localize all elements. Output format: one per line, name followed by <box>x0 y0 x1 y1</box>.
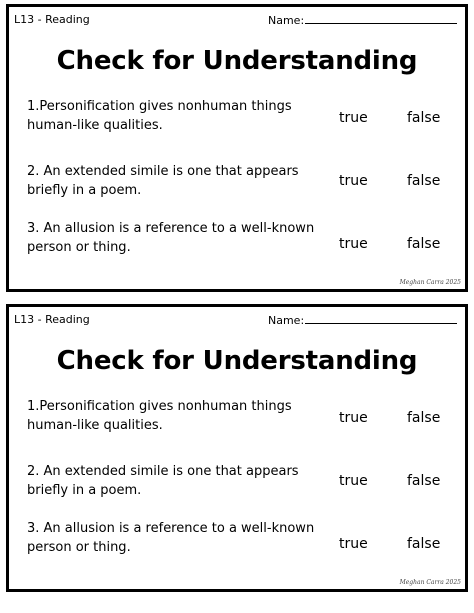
question-3-true-option[interactable]: true <box>339 236 368 252</box>
question-2-false-option[interactable]: false <box>407 173 441 189</box>
question-3-true-option[interactable]: true <box>339 536 368 552</box>
question-1-true-option[interactable]: true <box>339 110 368 126</box>
name-blank-line[interactable] <box>305 13 457 24</box>
question-2-true-option[interactable]: true <box>339 473 368 489</box>
name-field[interactable] <box>268 13 457 28</box>
lesson-label: L13 - Reading <box>14 313 90 326</box>
question-3: 3. An allusion is a reference to a well-known person or thing. <box>27 521 315 555</box>
question-2-true-option[interactable]: true <box>339 173 368 189</box>
question-3-false-option[interactable]: false <box>407 236 441 252</box>
question-2: 2. An extended simile is one that appears briefly in a poem. <box>27 164 299 198</box>
question-1-true-option[interactable]: true <box>339 410 368 426</box>
name-label: Name: <box>268 314 305 327</box>
author-credit: Meghan Carra 2025 <box>399 579 461 586</box>
question-3-false-option[interactable]: false <box>407 536 441 552</box>
question-1: 1.Personification gives nonhuman things human-like qualities. <box>27 99 292 133</box>
question-1-false-option[interactable]: false <box>407 410 441 426</box>
question-3: 3. An allusion is a reference to a well-known person or thing. <box>27 221 315 255</box>
author-credit: Meghan Carra 2025 <box>399 279 461 286</box>
question-1-false-option[interactable]: false <box>407 110 441 126</box>
worksheet-card-2 <box>6 304 468 592</box>
lesson-label: L13 - Reading <box>14 13 90 26</box>
worksheet-card-1 <box>6 4 468 292</box>
question-2-false-option[interactable]: false <box>407 473 441 489</box>
question-1: 1.Personification gives nonhuman things human-like qualities. <box>27 399 292 433</box>
name-field[interactable] <box>268 313 457 328</box>
name-blank-line[interactable] <box>305 313 457 324</box>
name-label: Name: <box>268 14 305 27</box>
page-title: Check for Understanding <box>56 46 418 76</box>
question-2: 2. An extended simile is one that appears briefly in a poem. <box>27 464 299 498</box>
page-title: Check for Understanding <box>56 346 418 376</box>
